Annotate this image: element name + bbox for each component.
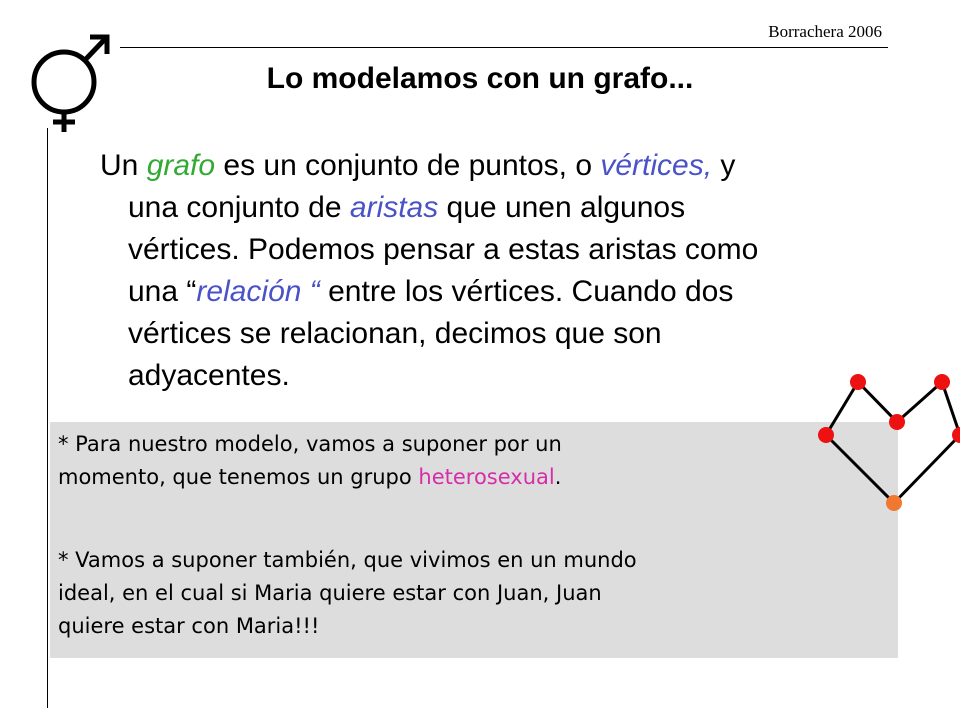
- header-divider: [120, 47, 888, 48]
- assumption-1-line-1: * Para nuestro modelo, vamos a suponer por un: [58, 432, 562, 456]
- definition-text: que unen algunos: [438, 191, 686, 224]
- term-vertices: vértices,: [600, 149, 713, 182]
- assumption-1: [58, 428, 562, 494]
- definition-text: una conjunto de: [128, 191, 350, 224]
- term-heterosexual: heterosexual: [418, 465, 555, 489]
- definition-line-4: [100, 271, 930, 313]
- definition-line-3: vértices. Podemos pensar a estas aristas como: [128, 233, 759, 266]
- assumptions-box: [50, 422, 898, 658]
- graph-vertex: [850, 374, 866, 390]
- graph-vertex: [818, 427, 834, 443]
- heart-graph-icon: [800, 365, 960, 520]
- assumption-2-line-2: ideal, en el cual si Maria quiere estar con Juan, Juan: [58, 581, 602, 605]
- definition-text: una “: [128, 275, 197, 308]
- definition-line-6: adyacentes.: [128, 359, 290, 392]
- term-aristas: aristas: [349, 191, 439, 224]
- definition-text: es un conjunto de puntos, o: [215, 149, 601, 182]
- assumption-text: .: [554, 465, 562, 489]
- graph-vertex: [889, 414, 905, 430]
- page-title: Lo modelamos con un grafo...: [266, 62, 694, 95]
- assumption-text: momento, que tenemos un grupo: [58, 465, 419, 489]
- term-grafo: grafo: [146, 149, 216, 182]
- definition-line-1: [100, 145, 930, 187]
- assumption-2-line-3: quiere estar con Maria!!!: [58, 614, 320, 638]
- assumption-2-line-1: * Vamos a suponer también, que vivimos en un mundo: [58, 548, 637, 572]
- definition-line-5: vértices se relacionan, decimos que son: [128, 317, 662, 350]
- definition-text: entre los vértices. Cuando dos: [319, 275, 734, 308]
- graph-edge: [826, 382, 858, 435]
- definition-text: Un: [100, 149, 147, 182]
- graph-edge: [942, 382, 960, 435]
- definition-paragraph: [100, 145, 930, 397]
- assumption-1-line-2: [58, 461, 562, 494]
- term-relacion: relación “: [196, 275, 320, 308]
- left-divider: [47, 128, 48, 708]
- graph-vertex-bottom: [886, 495, 902, 511]
- graph-edge: [894, 435, 960, 503]
- graph-edge: [897, 382, 942, 422]
- author-label: Borrachera 2006: [768, 22, 882, 41]
- graph-edge: [826, 435, 894, 503]
- definition-line-2: [100, 187, 930, 229]
- assumption-2: [58, 544, 637, 643]
- graph-edge: [858, 382, 897, 422]
- definition-text: y: [712, 149, 736, 182]
- graph-vertex: [934, 374, 950, 390]
